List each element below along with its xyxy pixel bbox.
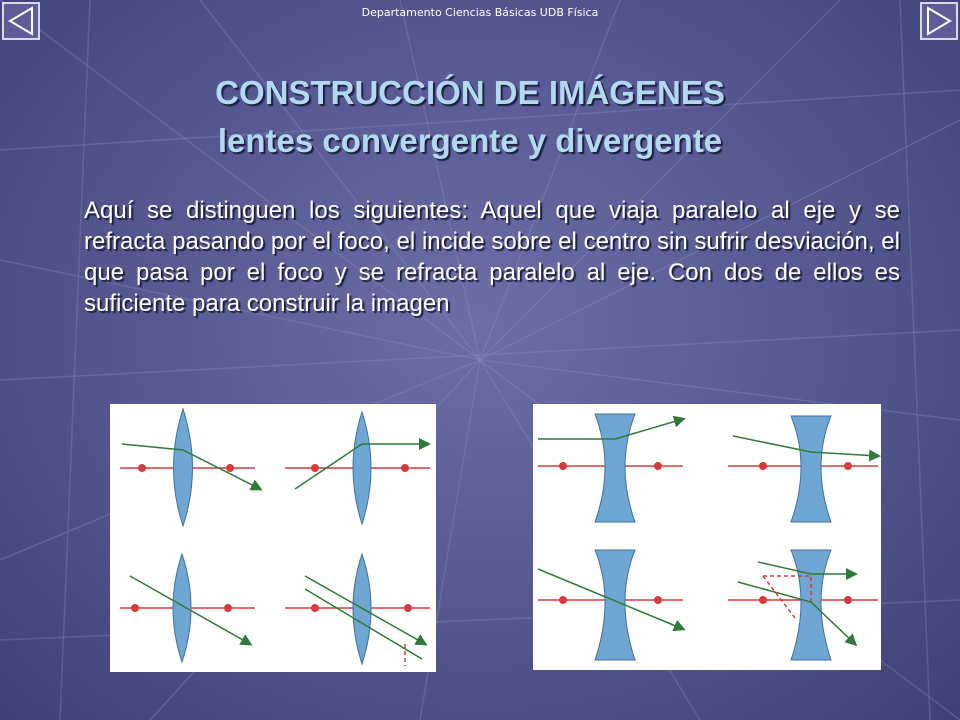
- lens-panel-top-right: [728, 416, 878, 522]
- lens-panel-bottom-right: [285, 554, 430, 666]
- slide-subtitle: lentes convergente y divergente: [217, 122, 723, 159]
- lens-panel-top-left: [538, 414, 683, 522]
- converging-lens-figure: [110, 404, 436, 672]
- slide-body-text: Aquí se distinguen los siguientes: Aquel que viaja paralelo al eje y se refracta pasando por el foco, el incide sobre el centro sin sufrir desviación, el que pasa por el foco y se refracta paralelo al eje. Con dos de ellos es suficiente para construir la imagen: [84, 197, 900, 317]
- lens-panel-top-right: [285, 412, 430, 524]
- lens-panel-bottom-left: [538, 550, 683, 660]
- slide-title: CONSTRUCCIÓN DE IMÁGENES: [215, 74, 725, 111]
- header-department-text: Departamento Ciencias Básicas UDB Física: [361, 6, 599, 19]
- lens-panel-bottom-left: [120, 554, 255, 662]
- diverging-lens-figure: [533, 404, 881, 670]
- diverging-lens-diagrams: [533, 404, 881, 670]
- lens-panel-bottom-right: [728, 550, 878, 660]
- converging-lens-diagrams: [110, 404, 436, 672]
- lens-panel-top-left: [120, 409, 260, 526]
